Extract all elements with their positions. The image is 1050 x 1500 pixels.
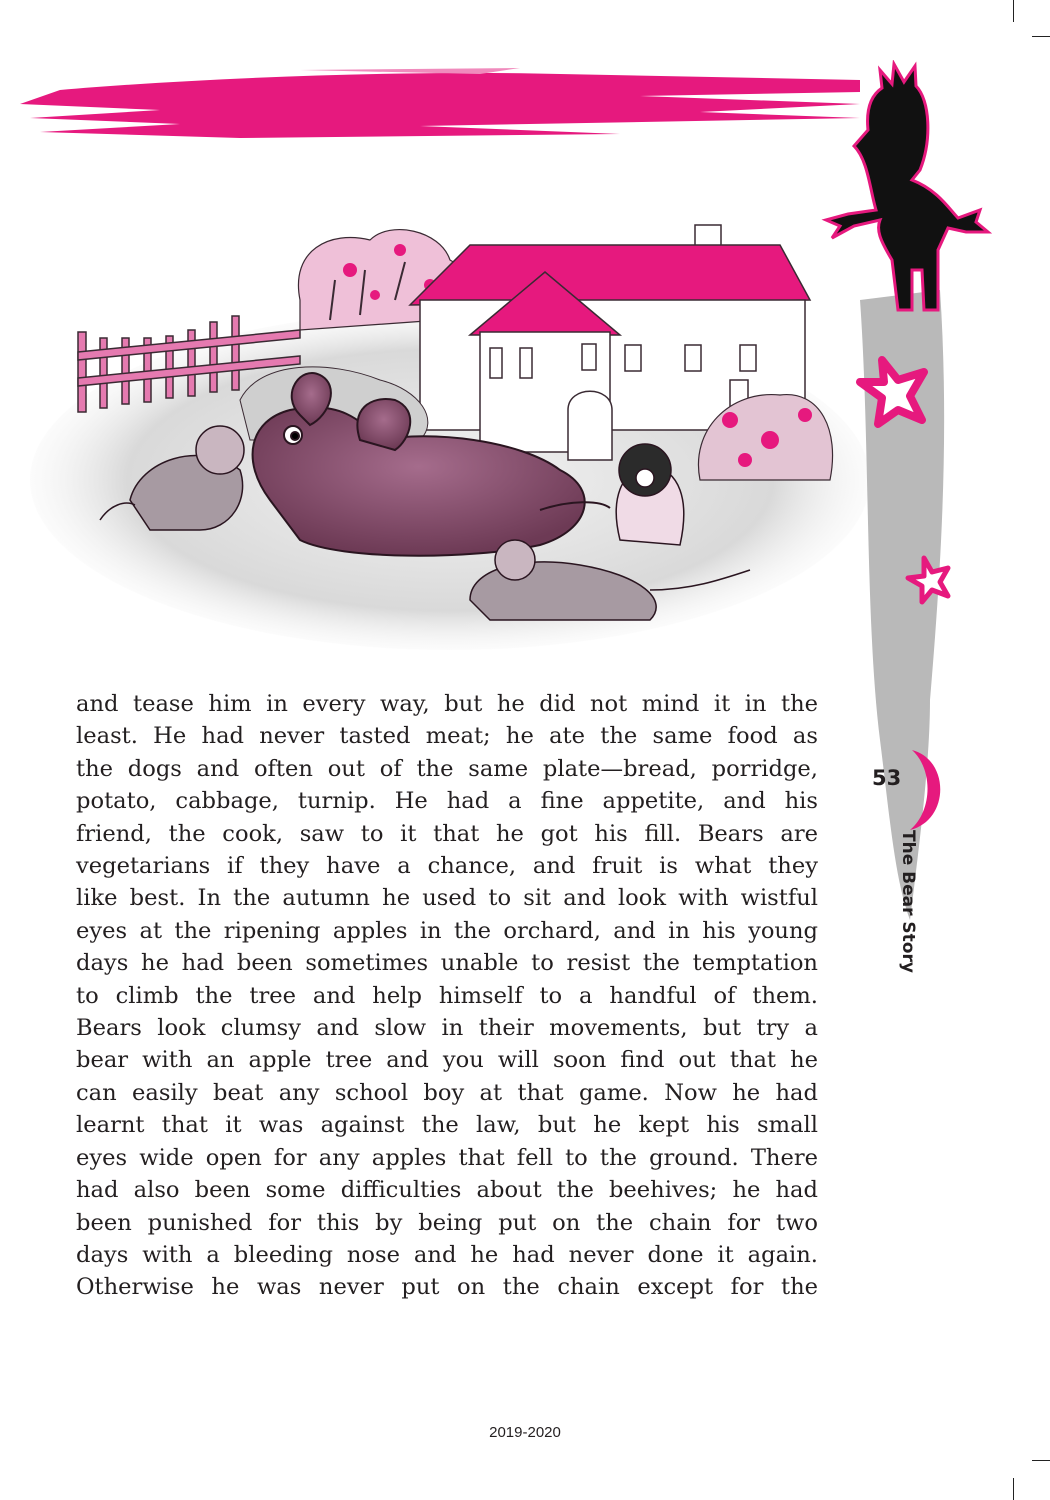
story-line: friend, the cook, saw to it that he got his fill. Bears are xyxy=(76,820,818,847)
story-line: to climb the tree and help himself to a handful of them. xyxy=(76,982,818,1009)
pink-brush-stroke xyxy=(20,68,860,138)
story-line: potato, cabbage, turnip. He had a fine appetite, and his xyxy=(76,788,818,815)
crop-mark-right-lower xyxy=(1032,1460,1050,1461)
side-decoration-strip xyxy=(820,60,1050,1060)
footer-year: 2019-2020 xyxy=(489,1424,561,1441)
story-line: and tease him in every way, but he did not mind it in the xyxy=(76,691,818,717)
story-line: bear with an apple tree and you will soon find out that he xyxy=(76,1047,818,1074)
story-line: days with a bleeding nose and he had never done it again. xyxy=(76,1241,818,1268)
story-line: Bears look clumsy and slow in their movements, but try a xyxy=(76,1015,818,1042)
story-line: least. He had never tasted meat; he ate the same food as xyxy=(76,723,818,750)
story-paragraph xyxy=(76,688,818,1304)
story-line: been punished for this by being put on the chain for two xyxy=(76,1209,818,1236)
scarecrow-figure xyxy=(826,64,988,310)
story-line: eyes wide open for any apples that fell to the ground. There xyxy=(76,1144,818,1171)
story-line: vegetarians if they have a chance, and fruit is what they xyxy=(76,853,818,880)
chapter-title: The Bear Story xyxy=(898,830,918,973)
story-line: days he had been sometimes unable to resist the temptation xyxy=(76,950,818,977)
crop-mark-bottom-right xyxy=(1013,1478,1014,1500)
story-line: eyes at the ripening apples in the orchard, and in his young xyxy=(76,917,818,944)
story-line: the dogs and often out of the same plate—bread, porridge, xyxy=(76,755,818,782)
page-number: 53 xyxy=(872,766,902,790)
story-line: can easily beat any school boy at that game. Now he had xyxy=(76,1079,818,1106)
story-line: like best. In the autumn he used to sit and look with wistful xyxy=(76,885,818,912)
story-line: Otherwise he was never put on the chain except for the xyxy=(76,1274,818,1301)
story-line: learnt that it was against the law, but he kept his small xyxy=(76,1112,818,1139)
story-line: had also been some difficulties about the beehives; he had xyxy=(76,1177,818,1204)
